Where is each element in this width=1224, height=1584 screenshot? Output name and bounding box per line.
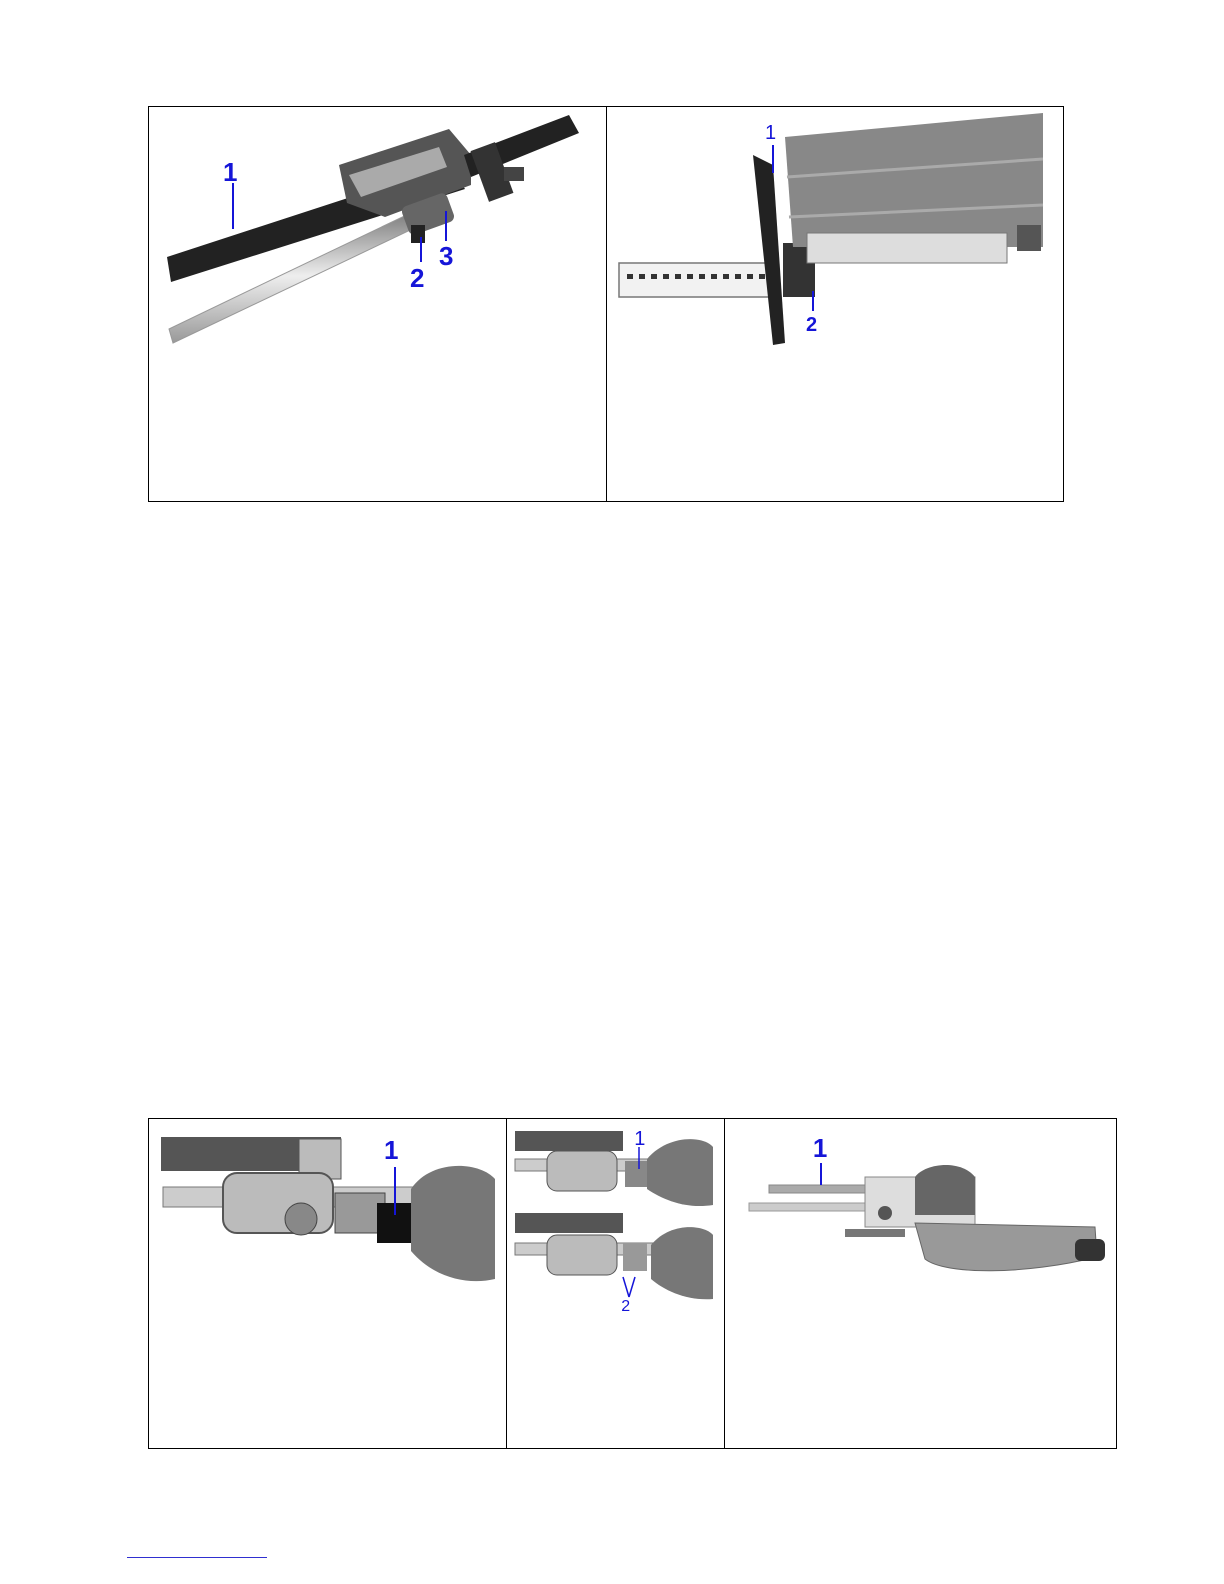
figure-pole-tool-handle bbox=[149, 107, 606, 501]
top-figure-table bbox=[148, 106, 1064, 502]
hedge-head-mount-illustration bbox=[607, 107, 1063, 501]
callout-1: 1 bbox=[812, 1133, 828, 1163]
callout-2: 2 bbox=[806, 314, 818, 336]
footnote-separator bbox=[127, 1557, 267, 1558]
callout-1: 1 bbox=[384, 1135, 399, 1165]
figure-attachment-head bbox=[724, 1119, 1116, 1448]
pole-tool-handle-illustration bbox=[149, 107, 606, 501]
attachment-head-illustration bbox=[725, 1119, 1116, 1448]
figure-coupling-steps bbox=[506, 1119, 724, 1448]
callout-1: 1 bbox=[223, 157, 238, 187]
callout-1: 1 bbox=[634, 1128, 646, 1150]
callout-2: 2 bbox=[410, 263, 425, 293]
bottom-figure-table bbox=[148, 1118, 1117, 1449]
coupling-steps-illustration bbox=[507, 1119, 724, 1448]
figure-hedge-head-mount bbox=[606, 107, 1063, 501]
callout-2: 2 bbox=[621, 1298, 631, 1315]
callout-1: 1 bbox=[765, 122, 777, 144]
callout-3: 3 bbox=[439, 241, 454, 271]
figure-coupling-connection bbox=[149, 1119, 506, 1448]
coupling-connection-illustration bbox=[149, 1119, 506, 1448]
